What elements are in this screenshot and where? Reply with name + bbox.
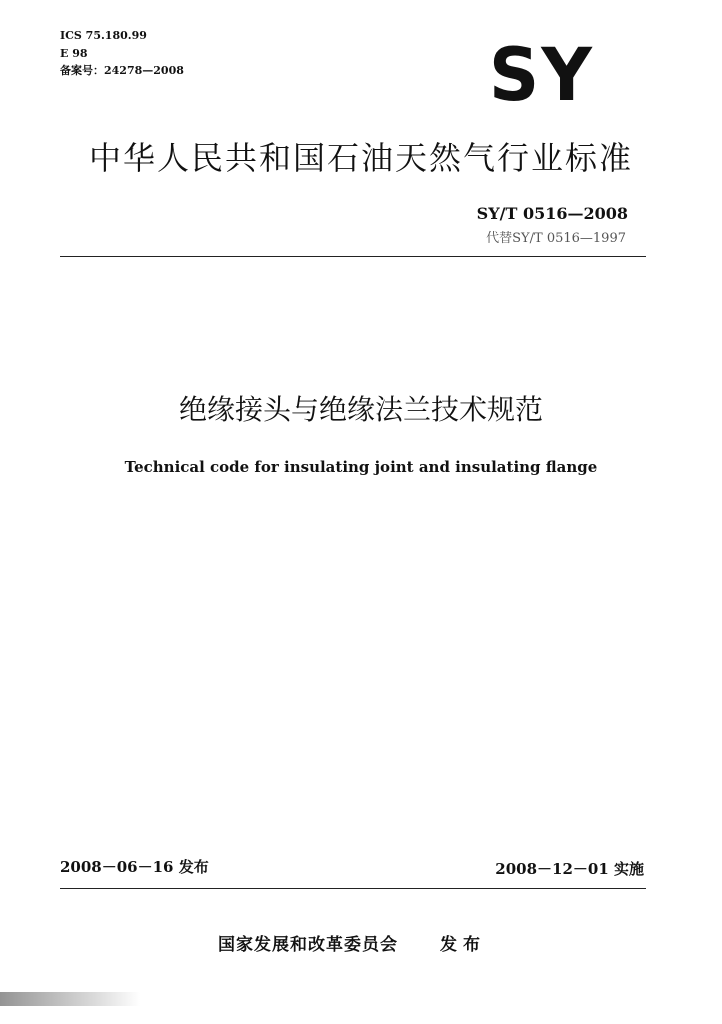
classification-code: E 98 — [60, 47, 88, 60]
document-title-english: Technical code for insulating joint and insulating flange — [124, 458, 598, 476]
publisher-name: 国家发展和改革委员会 — [218, 935, 398, 955]
ics-code: ICS 75.180.99 — [60, 29, 147, 42]
issuing-organization-title: 中华人民共和国石油天然气行业标准 — [88, 139, 633, 177]
scan-artifact — [0, 992, 140, 1006]
top-divider — [60, 256, 646, 257]
record-number: 备案号：24278—2008 — [60, 64, 184, 77]
bottom-divider — [60, 888, 646, 889]
standard-number: SY/T 0516—2008 — [476, 204, 628, 223]
document-title-chinese: 绝缘接头与绝缘法兰技术规范 — [178, 393, 543, 426]
issue-date: 2008－06－16 发布 — [60, 858, 209, 876]
sy-logo: SY — [488, 31, 594, 119]
implementation-date: 2008－12－01 实施 — [495, 860, 644, 878]
publish-label: 发布 — [440, 935, 486, 955]
replaces-standard: 代替SY/T 0516—1997 — [486, 231, 626, 246]
